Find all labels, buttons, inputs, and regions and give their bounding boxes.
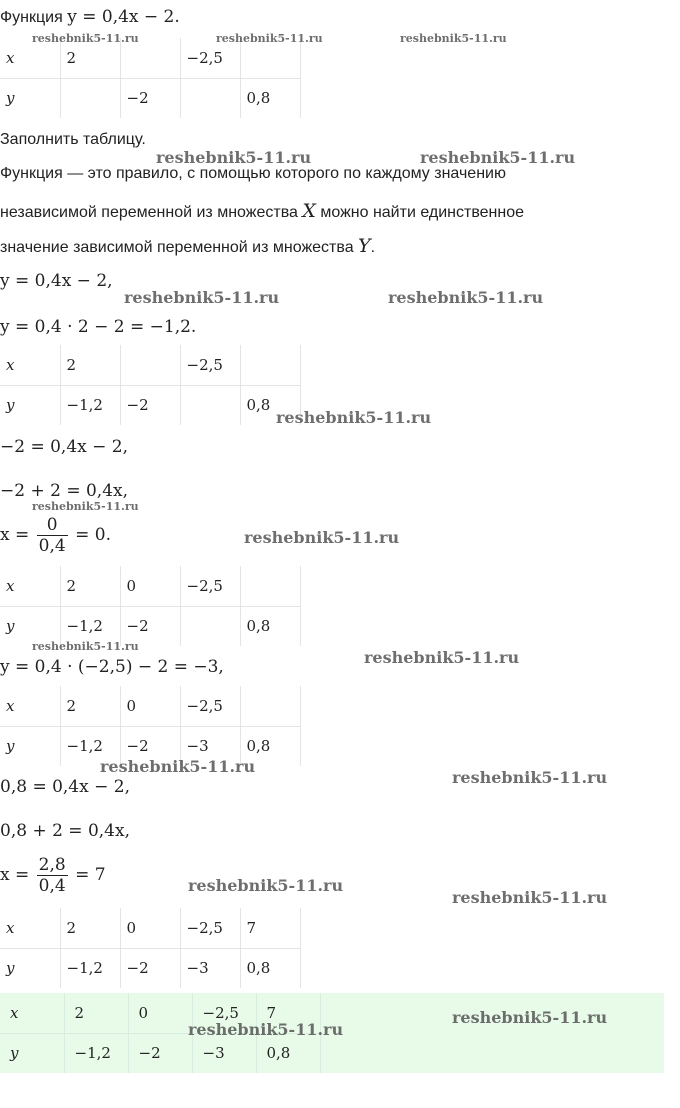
table-cell (180, 606, 240, 646)
intro-formula: y = 0,4x − 2. (67, 7, 180, 27)
table-cell (240, 345, 300, 385)
watermark: reshebnik5-11.ru (32, 32, 139, 45)
table-cell: −2,5 (180, 38, 240, 78)
definition-text: значение зависимой переменной из множества (0, 239, 354, 256)
table-cell: 2 (60, 566, 120, 606)
value-table-step-2 (0, 566, 301, 646)
fraction-rhs: = 0. (75, 525, 111, 545)
table-cell: x (0, 38, 60, 78)
table-cell: y (0, 385, 60, 425)
table-cell: 0,8 (256, 1033, 320, 1073)
equation-step-2: y = 0,4 · 2 − 2 = −1,2. (0, 317, 197, 337)
fraction-lhs: x = (0, 525, 30, 545)
table-cell: x (0, 566, 60, 606)
watermark: reshebnik5-11.ru (452, 768, 608, 787)
table-cell: 0 (120, 686, 180, 726)
table-cell: x (0, 686, 60, 726)
definition-line-3 (0, 235, 375, 258)
watermark: reshebnik5-11.ru (124, 288, 280, 307)
table-cell: 2 (60, 686, 120, 726)
table-cell (240, 566, 300, 606)
table-row-y (0, 948, 300, 988)
table-cell: y (0, 948, 60, 988)
table-cell: −2 (128, 1033, 192, 1073)
definition-text: можно найти единственное (320, 204, 524, 221)
table-cell: −3 (192, 1033, 256, 1073)
fraction-denominator: 0,4 (38, 536, 66, 556)
fraction-numerator: 2,8 (38, 855, 66, 875)
equation-step-8: 0,8 + 2 = 0,4x, (0, 821, 130, 841)
watermark: reshebnik5-11.ru (100, 757, 256, 776)
watermark: reshebnik5-11.ru (32, 640, 139, 653)
table-cell: 0,8 (240, 385, 300, 425)
value-table-initial (0, 38, 301, 118)
table-cell: y (0, 78, 60, 118)
table-cell: y (0, 1033, 64, 1073)
value-table-step-3 (0, 686, 301, 766)
table-cell: 2 (60, 345, 120, 385)
watermark: reshebnik5-11.ru (32, 500, 139, 513)
equation-step-5 (0, 515, 111, 556)
value-table-step-4 (0, 908, 301, 988)
table-cell: −2 (120, 78, 180, 118)
table-cell: −2 (120, 385, 180, 425)
set-x: X (302, 200, 316, 222)
equation-step-7: 0,8 = 0,4x − 2, (0, 777, 130, 797)
table-row-x (0, 345, 300, 385)
table-cell: y (0, 726, 60, 766)
watermark: reshebnik5-11.ru (188, 876, 344, 895)
table-cell: 7 (256, 993, 320, 1033)
table-cell: 2 (60, 38, 120, 78)
table-row-y (0, 385, 300, 425)
table-cell (240, 686, 300, 726)
table-cell: 2 (60, 908, 120, 948)
table-cell: 0 (128, 993, 192, 1033)
set-y: Y (358, 235, 371, 257)
watermark: reshebnik5-11.ru (276, 408, 432, 427)
watermark: reshebnik5-11.ru (388, 288, 544, 307)
value-table-step-1 (0, 345, 301, 425)
table-cell: −2,5 (180, 566, 240, 606)
watermark: reshebnik5-11.ru (420, 148, 576, 167)
table-cell: −2,5 (180, 908, 240, 948)
equation-step-4: −2 + 2 = 0,4x, (0, 481, 129, 501)
table-cell: x (0, 908, 60, 948)
watermark: reshebnik5-11.ru (400, 32, 507, 45)
table-cell: 7 (240, 908, 300, 948)
table-row-y (0, 1033, 320, 1073)
table-cell (180, 385, 240, 425)
watermark: reshebnik5-11.ru (188, 1020, 344, 1039)
problem-statement (0, 6, 180, 28)
watermark: reshebnik5-11.ru (216, 32, 323, 45)
table-cell: −1,2 (60, 385, 120, 425)
table-cell (180, 78, 240, 118)
fraction-rhs: = 7 (75, 865, 106, 885)
table-cell: −2 (120, 948, 180, 988)
table-cell: −2,5 (192, 993, 256, 1033)
definition-text: независимой переменной из множества (0, 204, 298, 221)
fraction-numerator: 0 (37, 515, 68, 536)
table-row-y (0, 78, 300, 118)
watermark: reshebnik5-11.ru (156, 148, 312, 167)
watermark: reshebnik5-11.ru (452, 1008, 608, 1027)
table-cell: −2,5 (180, 686, 240, 726)
table-cell: 0 (120, 908, 180, 948)
table-cell: 0 (120, 566, 180, 606)
table-cell: −1,2 (64, 1033, 128, 1073)
watermark: reshebnik5-11.ru (452, 888, 608, 907)
fraction (37, 855, 68, 896)
table-cell: x (0, 345, 60, 385)
watermark: reshebnik5-11.ru (244, 528, 400, 547)
table-cell: −2 (120, 726, 180, 766)
fraction (37, 515, 68, 556)
equation-step-1: y = 0,4x − 2, (0, 271, 113, 291)
watermark: reshebnik5-11.ru (364, 648, 520, 667)
table-cell: 2 (64, 993, 128, 1033)
table-cell (120, 345, 180, 385)
table-row-x (0, 908, 300, 948)
equation-step-9 (0, 855, 106, 896)
fraction-denominator: 0,4 (38, 876, 66, 896)
table-cell: 0,8 (240, 726, 300, 766)
table-cell (60, 78, 120, 118)
table-row-x (0, 566, 300, 606)
table-cell: 0,8 (240, 948, 300, 988)
table-cell: y (0, 606, 60, 646)
equation-step-6: y = 0,4 · (−2,5) − 2 = −3, (0, 657, 224, 677)
fraction-lhs: x = (0, 865, 30, 885)
table-cell: −2,5 (180, 345, 240, 385)
table-cell: −3 (180, 948, 240, 988)
table-cell: −1,2 (60, 606, 120, 646)
definition-line-1: Функция — это правило, с помощью которого по каждому значению (0, 165, 506, 182)
table-cell: 0,8 (240, 78, 300, 118)
table-cell: −3 (180, 726, 240, 766)
definition-line-2 (0, 200, 524, 223)
table-cell: −1,2 (60, 726, 120, 766)
table-cell: 0,8 (240, 606, 300, 646)
task-text: Заполнить таблицу. (0, 131, 146, 148)
table-row-x (0, 686, 300, 726)
intro-prefix: Функция (0, 9, 63, 26)
table-cell: x (0, 993, 64, 1033)
table-cell: −1,2 (60, 948, 120, 988)
equation-step-3: −2 = 0,4x − 2, (0, 437, 129, 457)
table-cell: −2 (120, 606, 180, 646)
definition-text: . (370, 239, 376, 256)
